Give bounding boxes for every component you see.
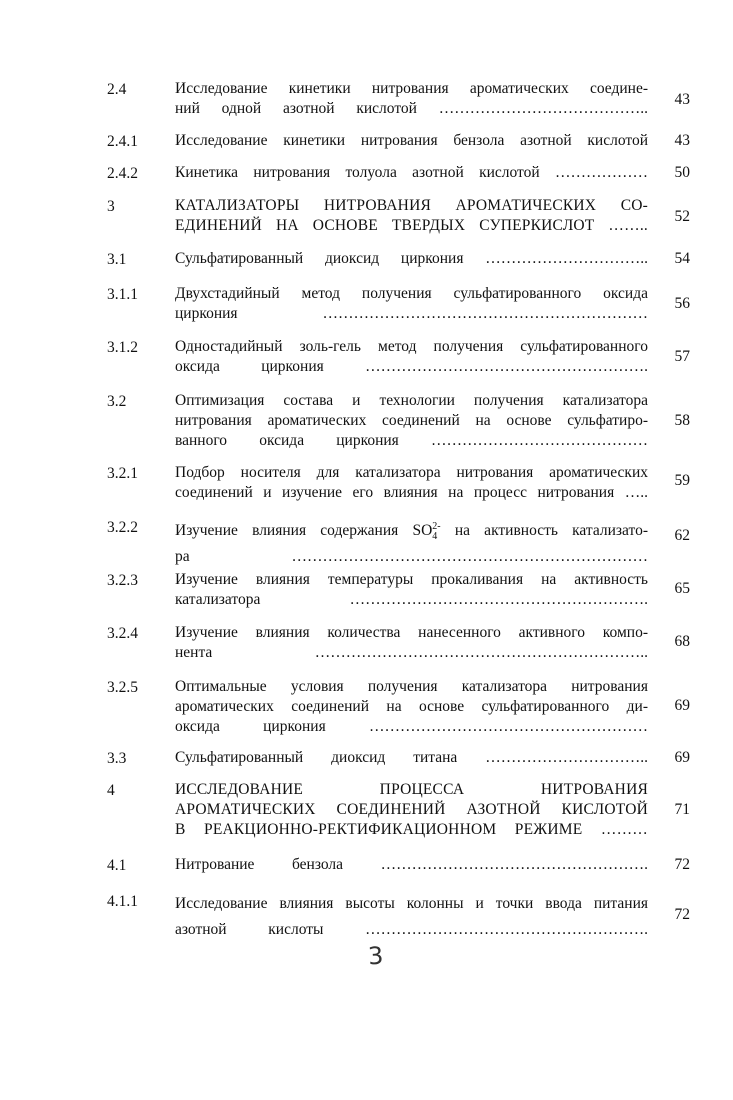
toc-title-line: Сульфатированный диоксид циркония ………………………….. — [175, 250, 648, 267]
toc-number: 3.3 — [107, 750, 127, 767]
toc-title-line: оксида циркония ……………………………………………… — [175, 718, 648, 735]
toc-number: 3 — [107, 198, 115, 215]
toc-title — [175, 284, 648, 324]
toc-page: 69 — [674, 697, 690, 714]
toc-title-line: нитрования ароматических соединений на основе сульфатиро- — [175, 412, 648, 429]
toc-page: 68 — [674, 633, 690, 650]
toc-title-line: ароматических соединений на основе сульфатированного ди- — [175, 698, 648, 715]
toc-title-line: Изучение влияния температуры прокаливания на активность — [175, 571, 648, 588]
toc-title — [175, 677, 648, 737]
toc-title-line: Двухстадийный метод получения сульфатированного оксида — [175, 285, 648, 302]
toc-page: 65 — [674, 580, 690, 597]
toc-title — [175, 163, 648, 183]
toc-number: 2.4.2 — [107, 165, 138, 182]
toc-title-line: Одностадийный золь-гель метод получения сульфатированного — [175, 338, 648, 355]
toc-title — [175, 780, 648, 840]
toc-title — [175, 517, 648, 567]
toc-title-line: Оптимизация состава и технологии получения катализатора — [175, 392, 648, 409]
toc-title — [175, 463, 648, 503]
toc-number: 2.4 — [107, 81, 127, 98]
toc-page: 56 — [674, 295, 690, 312]
toc-title-line: катализатора …………………………………………………. — [175, 591, 648, 608]
toc-title — [175, 891, 648, 943]
toc-number: 4.1.1 — [107, 893, 138, 910]
toc-title-line: Изучение влияния количества нанесенного активного компо- — [175, 624, 648, 641]
toc-title-line: ЕДИНЕНИЙ НА ОСНОВЕ ТВЕРДЫХ СУПЕРКИСЛОТ …….. — [175, 217, 648, 234]
toc-number: 3.1.2 — [107, 339, 138, 356]
toc-title-line: циркония ……………………………………………………… — [175, 305, 648, 322]
toc-number: 2.4.1 — [107, 133, 138, 150]
toc-title-line — [175, 517, 648, 547]
toc-title-line: Кинетика нитрования толуола азотной кислотой ……………… — [175, 164, 648, 181]
so4-superscript: 2- — [432, 521, 441, 532]
toc-number: 4 — [107, 782, 115, 799]
toc-title-line: КАТАЛИЗАТОРЫ НИТРОВАНИЯ АРОМАТИЧЕСКИХ СО- — [175, 197, 648, 214]
toc-page: 43 — [674, 91, 690, 108]
toc-number: 4.1 — [107, 857, 127, 874]
toc-title-text: Изучение влияния содержания SO — [175, 522, 433, 540]
toc-title — [175, 249, 648, 269]
toc-page: 43 — [674, 132, 690, 149]
toc-title-line: соединений и изучение его влияния на процесс нитрования ….. — [175, 484, 648, 501]
toc-number: 3.1.1 — [107, 286, 138, 303]
toc-title-line: Исследование кинетики нитрования ароматических соедине- — [175, 80, 648, 97]
toc-title-line: АРОМАТИЧЕСКИХ СОЕДИНЕНИЙ АЗОТНОЙ КИСЛОТОЙ — [175, 801, 648, 818]
toc-number: 3.2 — [107, 393, 127, 410]
toc-page: 54 — [674, 250, 690, 267]
toc-number: 3.2.5 — [107, 679, 138, 696]
toc-page: 69 — [674, 749, 690, 766]
toc-page: 72 — [674, 906, 690, 923]
toc-title-line: Сульфатированный диоксид титана ………………………….. — [175, 749, 648, 766]
toc-number: 3.1 — [107, 251, 127, 268]
toc-title-line: В РЕАКЦИОННО-РЕКТИФИКАЦИОННОМ РЕЖИМЕ ……… — [175, 821, 648, 838]
toc-title-line: Нитрование бензола ……………………………………………. — [175, 856, 648, 873]
toc-number: 3.2.1 — [107, 465, 138, 482]
handwritten-page-number: 3 — [367, 941, 385, 971]
toc-page: 57 — [674, 348, 690, 365]
toc-page: 71 — [674, 801, 690, 818]
toc-title-line: ванного оксида циркония …………………………………… — [175, 432, 648, 449]
toc-page: 58 — [674, 412, 690, 429]
so4-formula — [432, 521, 441, 543]
toc-title-line: ра …………………………………………………………… — [175, 548, 648, 566]
toc-title-line: азотной кислоты ………………………………………………. — [175, 921, 648, 938]
toc-title — [175, 79, 648, 119]
toc-number: 3.2.2 — [107, 519, 138, 536]
toc-page: 50 — [674, 164, 690, 181]
toc-title — [175, 570, 648, 610]
toc-page: 52 — [674, 208, 690, 225]
toc-title-line: Исследование кинетики нитрования бензола азотной кислотой — [175, 132, 648, 149]
toc-title — [175, 337, 648, 377]
toc-number: 3.2.4 — [107, 625, 138, 642]
toc-title-line: Оптимальные условия получения катализатора нитрования — [175, 678, 648, 695]
toc-title — [175, 196, 648, 236]
toc-title-line: Подбор носителя для катализатора нитрования ароматических — [175, 464, 648, 481]
toc-title-text: на активность катализато- — [440, 522, 648, 540]
toc-title-line: ний одной азотной кислотой ………………………………….. — [175, 100, 648, 117]
toc-title — [175, 855, 648, 875]
toc-page: 62 — [674, 527, 690, 544]
toc-title — [175, 623, 648, 663]
toc-page: 72 — [674, 856, 690, 873]
so4-subscript: 4 — [432, 531, 438, 543]
toc-title — [175, 131, 648, 151]
toc-title-line: ИССЛЕДОВАНИЕ ПРОЦЕССА НИТРОВАНИЯ — [175, 781, 648, 798]
toc-title-line: оксида циркония ………………………………………………. — [175, 358, 648, 375]
toc-number: 3.2.3 — [107, 572, 138, 589]
toc-page: 59 — [674, 472, 690, 489]
toc-title — [175, 391, 648, 451]
toc-title-line: Исследование влияния высоты колонны и точки ввода питания — [175, 895, 648, 912]
toc-title-line: нента ……………………………………………………….. — [175, 644, 648, 661]
toc-title — [175, 748, 648, 768]
